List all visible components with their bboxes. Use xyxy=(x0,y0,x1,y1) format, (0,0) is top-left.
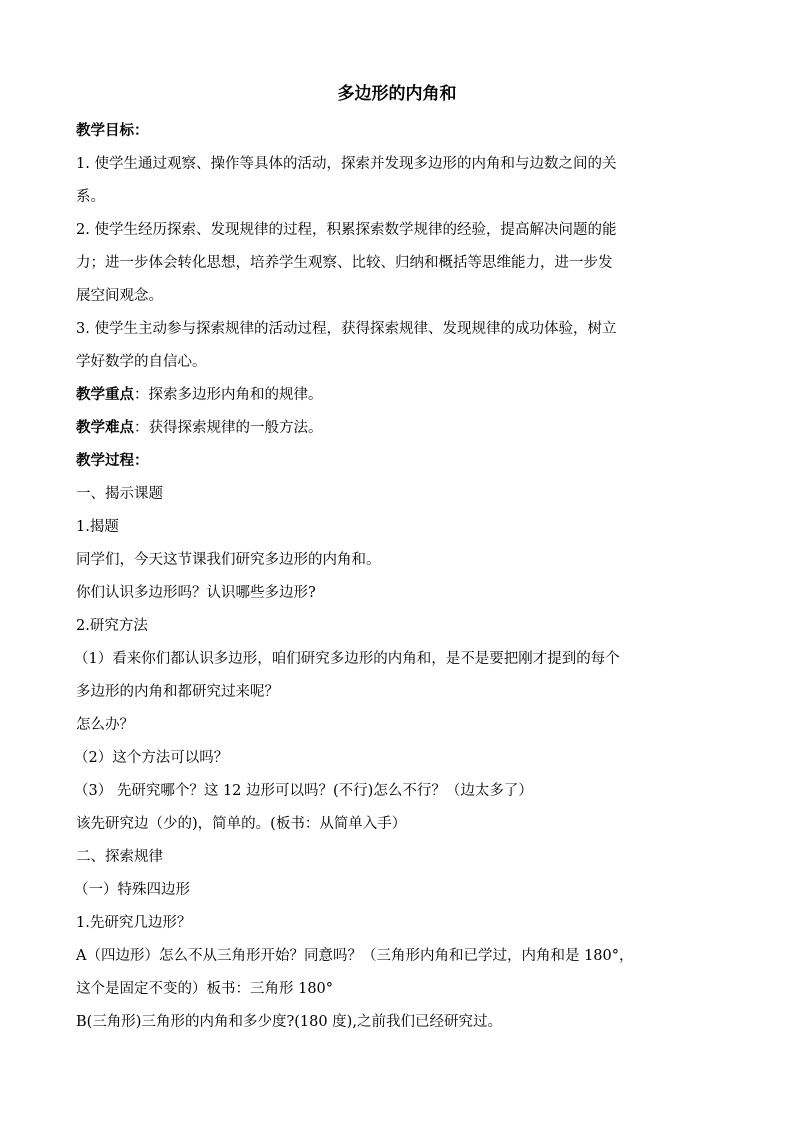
paragraph-1: 同学们，今天这节课我们研究多边形的内角和。 xyxy=(76,552,381,568)
sub-1-line-2: 多边形的内角和都研究过来呢？ xyxy=(76,684,279,700)
paragraph-6: B(三角形)三角形的内角和多少度?(180 度),之前我们已经研究过。 xyxy=(76,1014,502,1030)
objective-1-line-1: 1. 使学生通过观察、操作等具体的活动，探索并发现多边形的内角和与边数之间的关 xyxy=(76,156,617,172)
objective-2-line-3: 展空间观念。 xyxy=(76,288,163,304)
item-1-2: 2.研究方法 xyxy=(76,618,148,634)
sub-1-line-1: （1）看来你们都认识多边形，咱们研究多边形的内角和，是不是要把刚才提到的每个 xyxy=(74,651,620,667)
paragraph-2: 你们认识多边形吗？认识哪些多边形? xyxy=(76,585,316,601)
item-2-1: 1.先研究几边形？ xyxy=(76,915,192,931)
difficulty-label: 教学难点 xyxy=(76,419,134,436)
paragraph-5-line-2: 这个是固定不变的）板书：三角形 180° xyxy=(76,981,334,997)
subsection-1-heading: （一）特殊四边形 xyxy=(74,882,190,898)
item-1-1: 1.揭题 xyxy=(76,519,119,535)
objective-2-line-1: 2. 使学生经历探索、发现规律的过程，积累探索数学规律的经验，提高解决问题的能 xyxy=(76,222,617,238)
objectives-heading: 教学目标： xyxy=(76,122,149,139)
sub-2: （2）这个方法可以吗？ xyxy=(74,750,229,766)
sub-3: （3） 先研究哪个？这 12 边形可以吗？(不行)怎么不行？（边太多了） xyxy=(74,783,533,799)
difficulty-text: ：获得探索规律的一般方法。 xyxy=(134,420,323,436)
objective-3-line-2: 学好数学的自信心。 xyxy=(76,354,207,370)
objective-2-line-2: 力；进一步体会转化思想，培养学生观察、比较、归纳和概括等思维能力，进一步发 xyxy=(76,255,613,271)
key-point-label: 教学重点 xyxy=(76,386,134,403)
objective-3-line-1: 3. 使学生主动参与探索规律的活动过程，获得探索规律、发现规律的成功体验，树立 xyxy=(76,321,617,337)
difficulty-line xyxy=(76,418,726,438)
objective-1-line-2: 系。 xyxy=(76,189,105,205)
paragraph-3: 怎么办？ xyxy=(76,717,134,733)
key-point-text: ：探索多边形内角和的规律。 xyxy=(134,387,323,403)
section-2-heading: 二、探索规律 xyxy=(76,849,163,865)
section-1-heading: 一、揭示课题 xyxy=(76,486,163,502)
process-heading: 教学过程： xyxy=(76,452,149,469)
paragraph-5-line-1: A（四边形）怎么不从三角形开始？同意吗？（三角形内角和已学过，内角和是 180°， xyxy=(76,948,634,964)
document-title: 多边形的内角和 xyxy=(337,84,457,104)
key-point-line xyxy=(76,385,726,405)
paragraph-4: 该先研究边（少的)，简单的。(板书：从简单入手） xyxy=(76,816,407,832)
